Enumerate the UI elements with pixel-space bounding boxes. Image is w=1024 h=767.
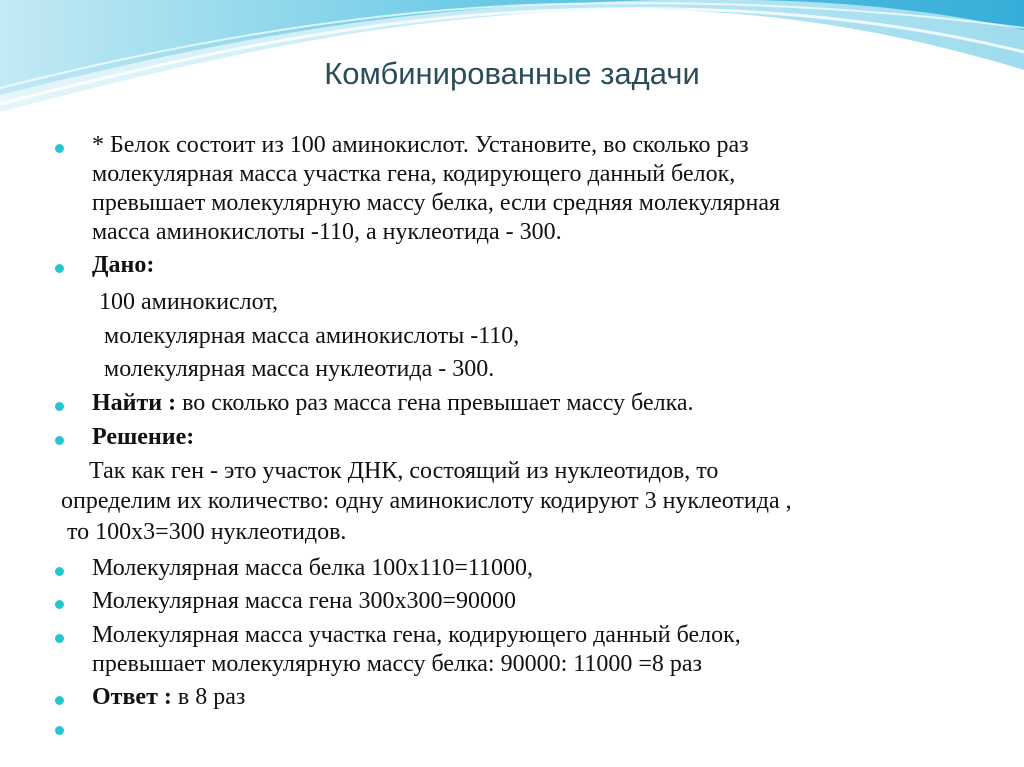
reshenie-line: определим их количество: одну аминокислоту кодируют 3 нуклеотида , bbox=[61, 488, 792, 514]
mass-gene-line: Молекулярная масса гена 300х300=90000 bbox=[92, 588, 517, 614]
bullet-icon bbox=[55, 144, 64, 153]
conclusion-line: Молекулярная масса участка гена, кодирующего данный белок, bbox=[92, 622, 741, 648]
conclusion-line: превышает молекулярную массу белка: 90000: 11000 =8 раз bbox=[92, 651, 703, 677]
dano-line: молекулярная масса нуклеотида - 300. bbox=[104, 356, 495, 382]
reshenie-label: Решение: bbox=[92, 424, 195, 450]
bullet-icon bbox=[55, 696, 64, 705]
dano-label: Дано: bbox=[92, 252, 155, 278]
najti-line: Найти : во сколько раз масса гена превышает массу белка. bbox=[92, 390, 694, 416]
task-line: * Белок состоит из 100 аминокислот. Установите, во сколько раз bbox=[92, 132, 749, 158]
otvet-line: Ответ : в 8 раз bbox=[92, 684, 246, 710]
mass-protein-line: Молекулярная масса белка 100х110=11000, bbox=[92, 555, 534, 581]
reshenie-line: то 100х3=300 нуклеотидов. bbox=[67, 519, 347, 545]
bullet-icon bbox=[55, 726, 64, 735]
slide-title: Комбинированные задачи bbox=[324, 56, 700, 91]
reshenie-line: Так как ген - это участок ДНК, состоящий из нуклеотидов, то bbox=[89, 458, 719, 484]
bullet-icon bbox=[55, 567, 64, 576]
bullet-icon bbox=[55, 600, 64, 609]
task-line: молекулярная масса участка гена, кодирующего данный белок, bbox=[92, 161, 736, 187]
bullet-icon bbox=[55, 402, 64, 411]
bullet-icon bbox=[55, 436, 64, 445]
task-line: превышает молекулярную массу белка, если средняя молекулярная bbox=[92, 190, 781, 216]
bullet-icon bbox=[55, 264, 64, 273]
task-line: масса аминокислоты -110, а нуклеотида - 300. bbox=[92, 219, 562, 245]
dano-line: молекулярная масса аминокислоты -110, bbox=[104, 323, 520, 349]
dano-line: 100 аминокислот, bbox=[99, 289, 279, 315]
bullet-icon bbox=[55, 634, 64, 643]
